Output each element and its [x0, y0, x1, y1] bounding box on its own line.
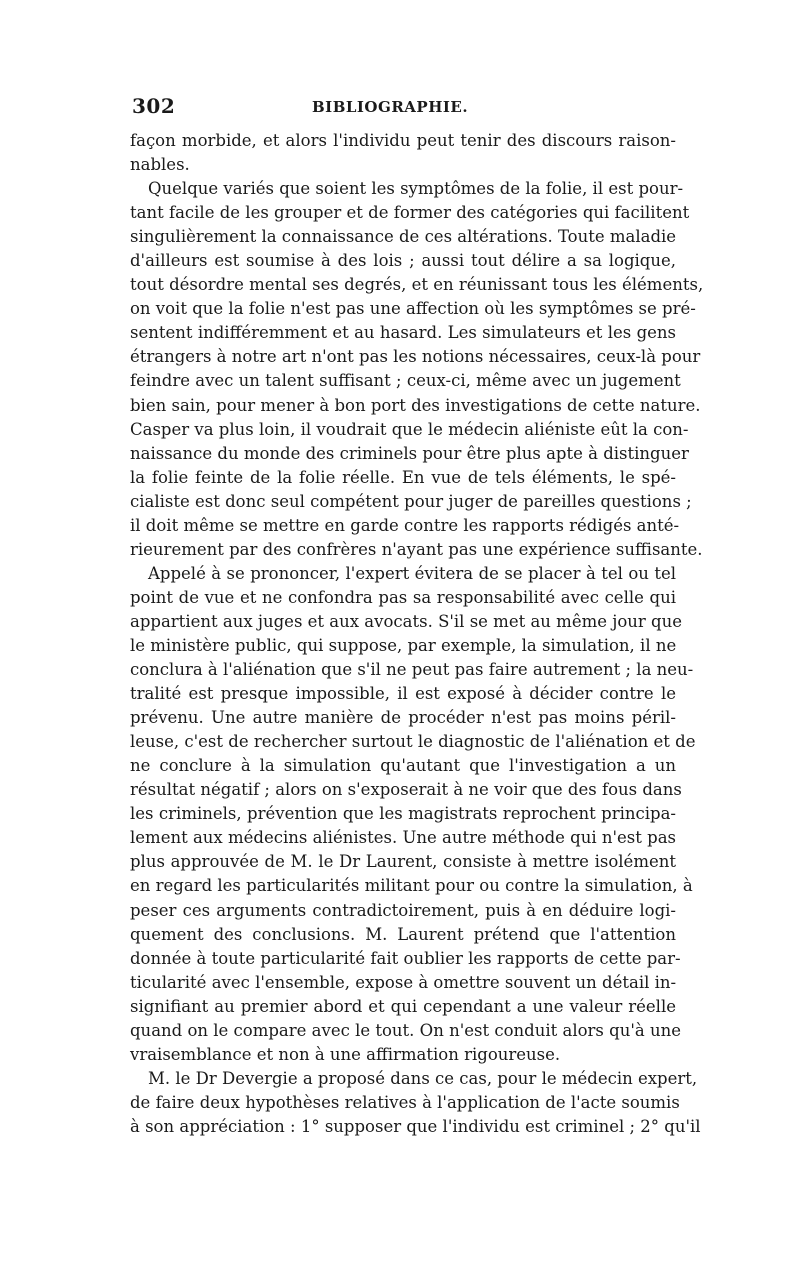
text-line: la folie feinte de la folie réelle. En vue de tels éléments, le spé-: [130, 467, 676, 487]
text-line: M. le Dr Devergie a proposé dans ce cas, pour le médecin expert,: [148, 1068, 698, 1088]
text-line: quand on le compare avec le tout. On n'est conduit alors qu'à une: [130, 1020, 681, 1040]
text-line: leuse, c'est de rechercher surtout le diagnostic de l'aliénation et de: [130, 732, 696, 752]
text-line: les criminels, prévention que les magistrats reprochent principa-: [130, 804, 676, 824]
body-text: [130, 129, 704, 1139]
text-line: conclura à l'aliénation que s'il ne peut pas faire autrement ; la neu-: [130, 660, 694, 680]
text-line: ticularité avec l'ensemble, expose à omettre souvent un détail in-: [130, 972, 677, 992]
text-line: cialiste est donc seul compétent pour juger de pareilles questions ;: [130, 491, 692, 511]
running-title: BIBLIOGRAPHIE.: [312, 98, 469, 116]
text-line: bien sain, pour mener à bon port des investigations de cette nature.: [130, 395, 701, 415]
text-line: peser ces arguments contradictoirement, puis à en déduire logi-: [130, 900, 676, 920]
text-line: il doit même se mettre en garde contre les rapports rédigés anté-: [130, 515, 680, 535]
running-head: [132, 94, 684, 122]
text-line: quement des conclusions. M. Laurent prétend que l'attention: [130, 924, 676, 944]
text-line: rieurement par des confrères n'ayant pas une expérience suffisante.: [130, 539, 703, 559]
text-line: point de vue et ne confondra pas sa responsabilité avec celle qui: [130, 587, 676, 607]
text-line: nables.: [130, 155, 190, 175]
text-line: tout désordre mental ses degrés, et en réunissant tous les éléments,: [130, 275, 704, 295]
text-line: tralité est presque impossible, il est exposé à décider contre le: [130, 684, 676, 704]
text-line: lement aux médecins aliénistes. Une autre méthode qui n'est pas: [130, 828, 676, 848]
text-line: prévenu. Une autre manière de procéder n'est pas moins péril-: [130, 708, 676, 728]
text-line: sentent indifféremment et au hasard. Les simulateurs et les gens: [130, 323, 676, 343]
text-line: on voit que la folie n'est pas une affection où les symptômes se pré-: [130, 299, 696, 319]
text-line: vraisemblance et non à une affirmation rigoureuse.: [130, 1044, 561, 1064]
text-line: à son appréciation : 1° supposer que l'individu est criminel ; 2° qu'il: [130, 1116, 701, 1136]
text-line: donnée à toute particularité fait oublier les rapports de cette par-: [130, 948, 681, 968]
page-number: 302: [132, 94, 176, 118]
text-line: singulièrement la connaissance de ces altérations. Toute maladie: [130, 227, 677, 247]
text-line: Appelé à se prononcer, l'expert évitera de se placer à tel ou tel: [148, 563, 676, 583]
text-line: signifiant au premier abord et qui cependant a une valeur réelle: [130, 996, 676, 1016]
text-line: ne conclure à la simulation qu'autant que l'investigation a un: [130, 756, 676, 776]
text-line: en regard les particularités militant pour ou contre la simulation, à: [130, 876, 693, 896]
text-line: tant facile de les grouper et de former des catégories qui facilitent: [130, 203, 690, 223]
text-line: feindre avec un talent suffisant ; ceux-ci, même avec un jugement: [130, 371, 681, 391]
text-line: le ministère public, qui suppose, par exemple, la simulation, il ne: [130, 635, 677, 655]
text-line: Quelque variés que soient les symptômes de la folie, il est pour-: [148, 179, 684, 199]
text-line: résultat négatif ; alors on s'exposerait à ne voir que des fous dans: [130, 780, 682, 800]
text-line: de faire deux hypothèses relatives à l'application de l'acte soumis: [130, 1092, 680, 1112]
text-line: naissance du monde des criminels pour être plus apte à distinguer: [130, 443, 689, 463]
text-line: plus approuvée de M. le Dr Laurent, consiste à mettre isolément: [130, 852, 676, 872]
text-line: façon morbide, et alors l'individu peut tenir des discours raison-: [130, 131, 676, 150]
text-line: étrangers à notre art n'ont pas les notions nécessaires, ceux-là pour: [130, 347, 701, 367]
text-line: d'ailleurs est soumise à des lois ; aussi tout délire a sa logique,: [130, 251, 676, 271]
text-line: appartient aux juges et aux avocats. S'il se met au même jour que: [130, 611, 683, 631]
text-line: Casper va plus loin, il voudrait que le médecin aliéniste eût la con-: [130, 419, 689, 439]
